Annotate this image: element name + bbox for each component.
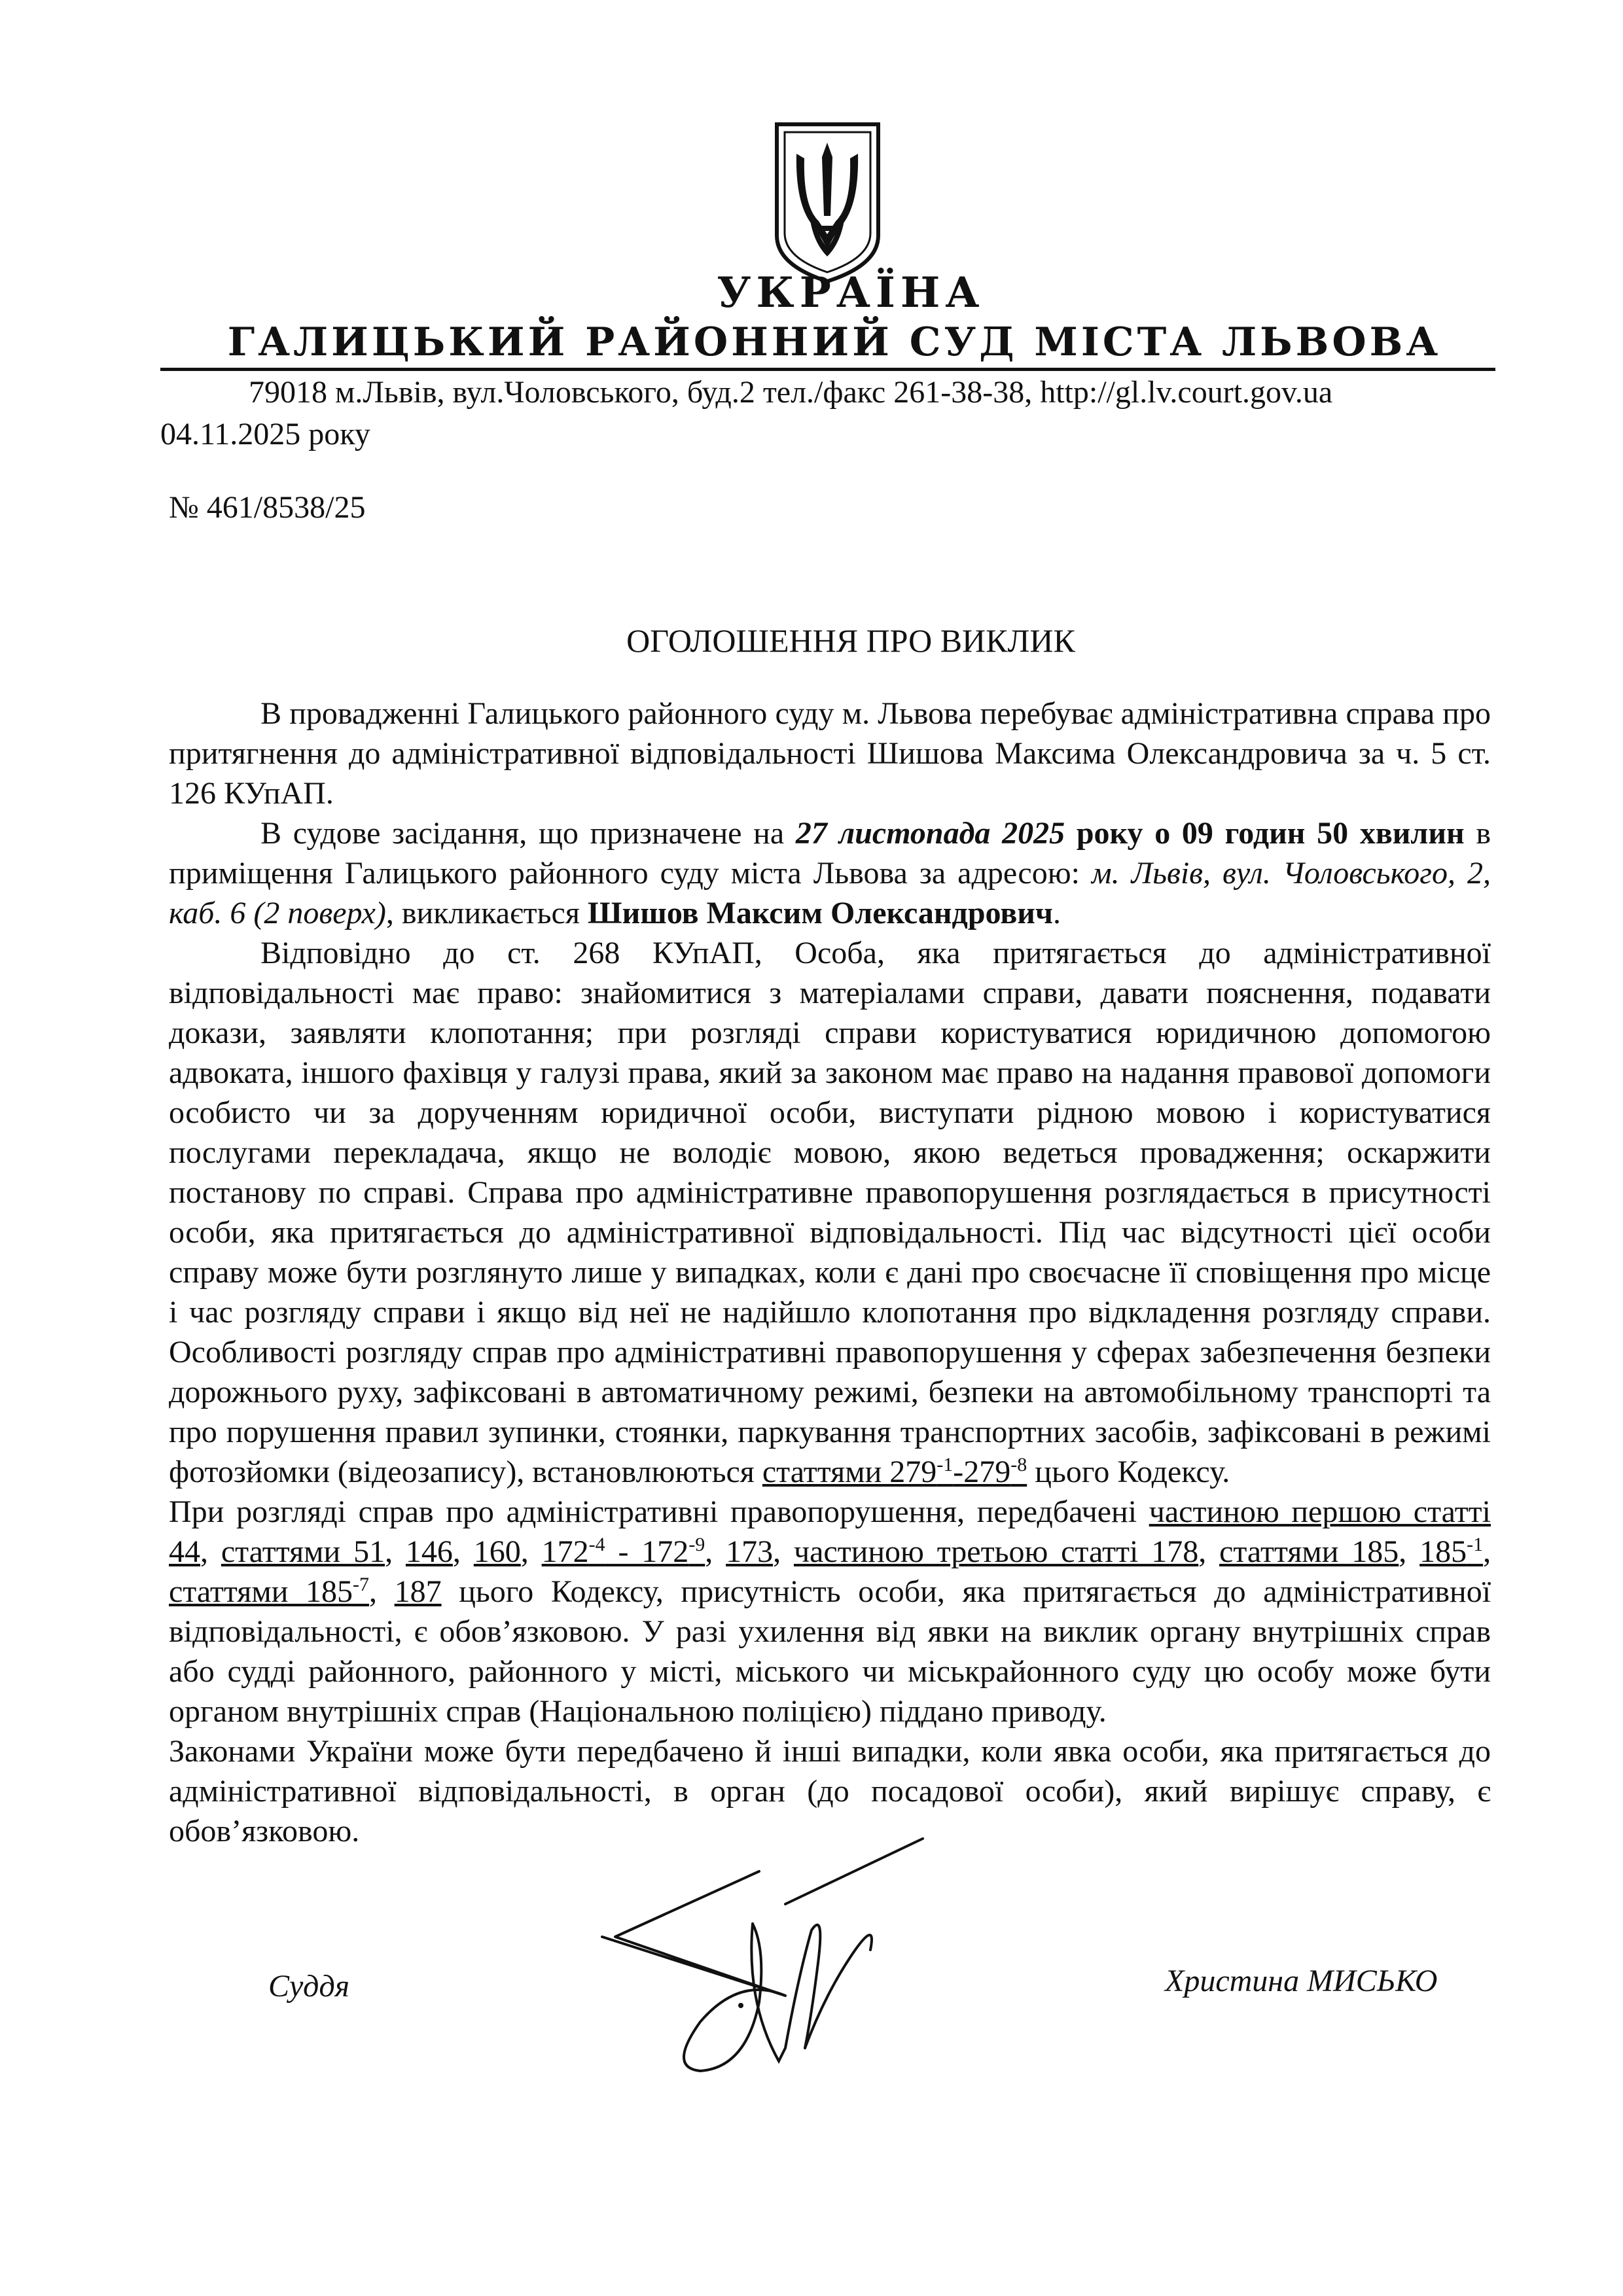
link-article-51[interactable]: статтями 51 <box>221 1534 385 1569</box>
link-185-7-sup: -7 <box>353 1574 369 1595</box>
link-185-7-base: статтями 185 <box>169 1574 353 1609</box>
link-172-base: 172 <box>541 1534 589 1569</box>
presence-text-1: При розгляді справ про адміністративні правопорушення, передбачені <box>169 1494 1149 1529</box>
summoned-person: Шишов Максим Олександрович <box>587 896 1053 930</box>
separator: , <box>369 1574 395 1609</box>
link-article-187[interactable]: 187 <box>394 1574 442 1609</box>
link-articles-279[interactable] <box>762 1455 1027 1489</box>
link-article-160[interactable]: 160 <box>473 1534 521 1569</box>
link-article-185-7[interactable] <box>169 1574 369 1609</box>
header-divider <box>160 368 1495 371</box>
separator: , <box>1399 1534 1420 1569</box>
link-article-44[interactable]: частиною першою статті 44 <box>169 1494 1491 1569</box>
separator: , <box>520 1534 542 1569</box>
link-185-1-sup: -1 <box>1467 1534 1484 1555</box>
link-279-sup2: -8 <box>1010 1454 1027 1475</box>
hearing-text-1: В судове засідання, що призначене на <box>260 816 796 851</box>
hearing-address: м. Львів, вул. Чоловського, 2, каб. 6 (2 поверх) <box>169 856 1491 930</box>
paragraph-case-info: В провадженні Галицького районного суду м. Львова перебуває адміністративна справа про притягнення до адміністративної відповідальності Шишова Максима Олександровича за ч. 5 ст. 126 КУпАП. <box>169 696 1491 811</box>
rights-text-end: цього Кодексу. <box>1027 1455 1230 1489</box>
trident-emblem-icon <box>770 118 885 285</box>
separator: , <box>200 1534 221 1569</box>
separator: , <box>452 1534 474 1569</box>
hearing-text-3: , викликається <box>385 896 588 930</box>
separator: , <box>1483 1534 1491 1569</box>
paragraph-other-cases: Законами України може бути передбачено й інші випадки, коли явка особи, яка притягається до адміністративної відповідальності, в орган (до посадової особи), який вирішує справу, є обов’язковою. <box>169 1734 1491 1848</box>
judge-role-label: Суддя <box>268 1969 350 2004</box>
paragraph-hearing <box>169 813 1491 933</box>
separator: , <box>705 1534 726 1569</box>
link-article-185-1[interactable] <box>1419 1534 1483 1569</box>
link-185-1-base: 185 <box>1419 1534 1467 1569</box>
separator: , <box>385 1534 406 1569</box>
link-279-base: статтями 279 <box>762 1455 937 1489</box>
hearing-text-2: в приміщення Галицького районного суду міста Львова за адресою: <box>169 816 1491 891</box>
document-body <box>169 694 1491 1851</box>
link-279-sup1: -1 <box>936 1454 954 1475</box>
document-date: 04.11.2025 року <box>160 417 370 451</box>
link-279-mid: -279 <box>953 1455 1011 1489</box>
hearing-text-4: . <box>1052 896 1061 930</box>
court-address: 79018 м.Львів, вул.Чоловського, буд.2 тел./факс 261-38-38, http://gl.lv.court.gov.ua <box>249 375 1333 410</box>
document-title: ОГОЛОШЕННЯ ПРО ВИКЛИК <box>626 622 1075 659</box>
handwritten-signature-icon <box>589 1832 929 2081</box>
link-172-sup2: -9 <box>688 1534 705 1555</box>
separator: , <box>773 1534 794 1569</box>
paragraph-rights <box>169 933 1491 1492</box>
country-heading: УКРАЇНА <box>717 268 985 317</box>
presence-text-2: цього Кодексу, присутність особи, яка притягається до адміністративної відповідальності, є обов’язковою. У разі ухилення від явки на виклик органу внутрішніх справ або судді районного, районного у місті, міського чи міськрайонного суду цю особу може бути органом внутрішніх справ (Національною поліцією) піддано приводу. <box>169 1574 1491 1729</box>
link-article-146[interactable]: 146 <box>405 1534 453 1569</box>
separator: , <box>1198 1534 1220 1569</box>
link-article-178[interactable]: частиною третьою статті 178 <box>793 1534 1199 1569</box>
case-number: № 461/8538/25 <box>169 490 366 525</box>
link-article-173[interactable]: 173 <box>726 1534 774 1569</box>
court-name-heading: ГАЛИЦЬКИЙ РАЙОННИЙ СУД МІСТА ЛЬВОВА <box>227 319 1442 365</box>
hearing-date: 27 листопада 2025 <box>795 816 1065 851</box>
link-article-172[interactable] <box>542 1534 705 1569</box>
judge-name: Христина МИСЬКО <box>1165 1964 1438 1998</box>
hearing-time: року о 09 годин 50 хвилин <box>1065 816 1465 851</box>
link-172-sup1: -4 <box>588 1534 605 1555</box>
link-172-mid: - 172 <box>605 1534 689 1569</box>
paragraph-mandatory-presence <box>169 1492 1491 1731</box>
link-article-185[interactable]: статтями 185 <box>1219 1534 1399 1569</box>
rights-text: Відповідно до ст. 268 КУпАП, Особа, яка притягається до адміністративної відповідальності має право: знайомитися з матеріалами справи, давати пояснення, подавати докази, заявляти клопотання; при розгляді справи користуватися юридичною допомогою адвоката, іншого фахівця у галузі права, який за законом має право на надання правової допомоги особисто чи за дорученням юридичної особи, виступати рідною мовою і користуватися послугами перекладача, якщо не володіє мовою, якою ведеться провадження; оскаржити постанову по справі. Справа про адміністративне правопорушення розглядається в присутності особи, яка притягається до адміністративної відповідальності. Під час відсутності цієї особи справу може бути розглянуто лише у випадках, коли є дані про своєчасне її сповіщення про місце і час розгляду справи і якщо від неї не надійшло клопотання про відкладення розгляду справи. Особливості розгляду справ про адміністративні правопорушення у сферах забезпечення безпеки дорожнього руху, зафіксовані в автоматичному режимі, безпеки на автомобільному транспорті та про порушення правил зупинки, стоянки, паркування транспортних засобів, зафіксовані в режимі фотозйомки (відеозапису), встановлюються <box>169 936 1491 1489</box>
